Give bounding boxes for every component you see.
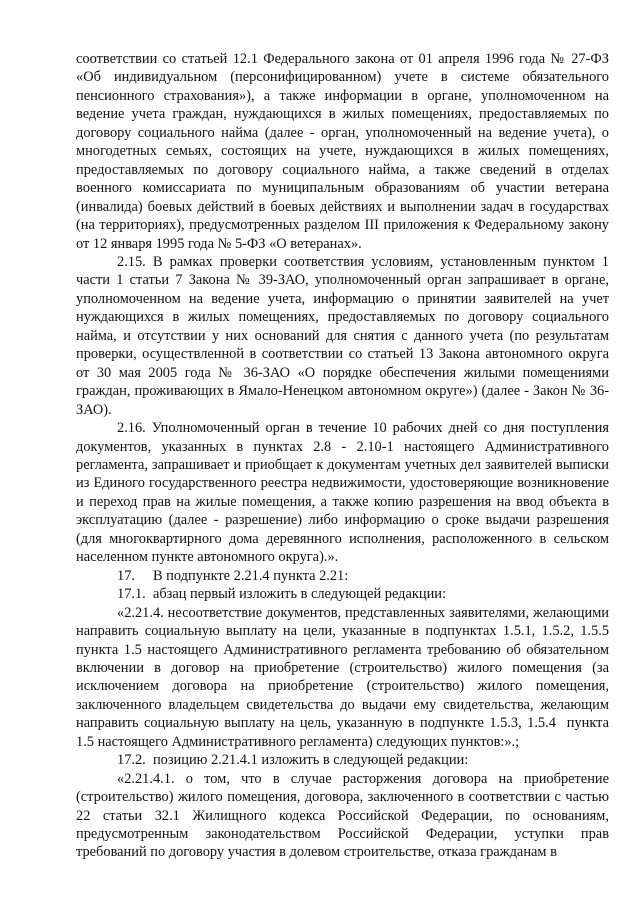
paragraph-item-17: 17. В подпункте 2.21.4 пункта 2.21:: [117, 567, 349, 584]
document-page: [76, 50, 609, 862]
paragraph-continuation: соответствии со статьей 12.1 Федерального закона от 01 апреля 1996 года № 27-ФЗ «Об индивидуальном (персонифицированном) учете в системе обязательного пенсионного страхования»), а также информации в органе, уполномоченном на ведение учета граждан, нуждающихся в жилых помещениях, предоставляемых по договору социального найма (далее - орган, уполномоченный на ведение учета), о многодетных семьях, состоящих на учете, нуждающихся в жилых помещениях, предоставляемых по договору социального найма, а также сведений в отделах военного комиссариата по муниципальным образованиям об участии ветерана (инвалида) боевых действий в боевых действиях и выполнении задач в государствах (на территориях), предусмотренных разделом III приложения к Федеральному закону от 12 января 1995 года № 5-ФЗ «О ветеранах».: [76, 51, 609, 252]
paragraph-2-15: 2.15. В рамках проверки соответствия условиям, установленным пунктом 1 части 1 статьи 7 Закона № 39-ЗАО, уполномоченный орган запрашивает в органе, уполномоченном на ведение учета, информацию о принятии заявителей на учет нуждающихся в жилых помещениях, предоставляемых по договору социального найма, и отсутствии у них оснований для снятия с данного учета (по результатам проверки, осуществленной в соответствии со статьей 13 Закона автономного округа от 30 мая 2005 года № 36-ЗАО «О порядке обеспечения жилыми помещениями граждан, проживающих в Ямало-Ненецком автономном округе») (далее - Закон № 36-ЗАО).: [76, 253, 609, 418]
paragraph-item-17-1: 17.1. абзац первый изложить в следующей редакции:: [117, 586, 446, 603]
paragraph-item-17-2: 17.2. позицию 2.21.4.1 изложить в следующей редакции:: [117, 752, 469, 769]
paragraph-2-21-4-1: «2.21.4.1. о том, что в случае расторжения договора на приобретение (строительство) жилого помещения, договора, заключенного в соответствии с частью 22 статьи 32.1 Жилищного кодекса Российской Федерации, по основаниям, предусмотренным законодательством Российской Федерации, уступки прав требований по договору участия в долевом строительстве, отказа гражданам в: [76, 770, 609, 861]
paragraph-2-21-4: «2.21.4. несоответствие документов, представленных заявителями, желающими направить социальную выплату на цели, указанные в подпунктах 1.5.1, 1.5.2, 1.5.5 пункта 1.5 настоящего Административного регламента требованию об обязательном включении в договор на приобретение (строительство) жилого помещения (за исключением договора на приобретение (строительство) жилого помещения, заключенного владельцем свидетельства до выдачи ему свидетельства, желающим направить социальную выплату на цель, указанную в подпункте 1.5.3, 1.5.4 пункта 1.5 настоящего Административного регламента) следующих пунктов:».;: [76, 604, 609, 750]
paragraph-2-16: 2.16. Уполномоченный орган в течение 10 рабочих дней со дня поступления документов, указанных в пунктах 2.8 - 2.10-1 настоящего Административного регламента, запрашивает и приобщает к документам учетных дел заявителей выписки из Единого государственного реестра недвижимости, удостоверяющие возникновение и переход прав на жилые помещения, а также копию разрешения на ввод объекта в эксплуатацию (далее - разрешение) либо информацию о сроке выдачи разрешения (для многоквартирного дома деревянного исполнения, расположенного в сельском населенном пункте автономного округа).».: [76, 420, 609, 566]
